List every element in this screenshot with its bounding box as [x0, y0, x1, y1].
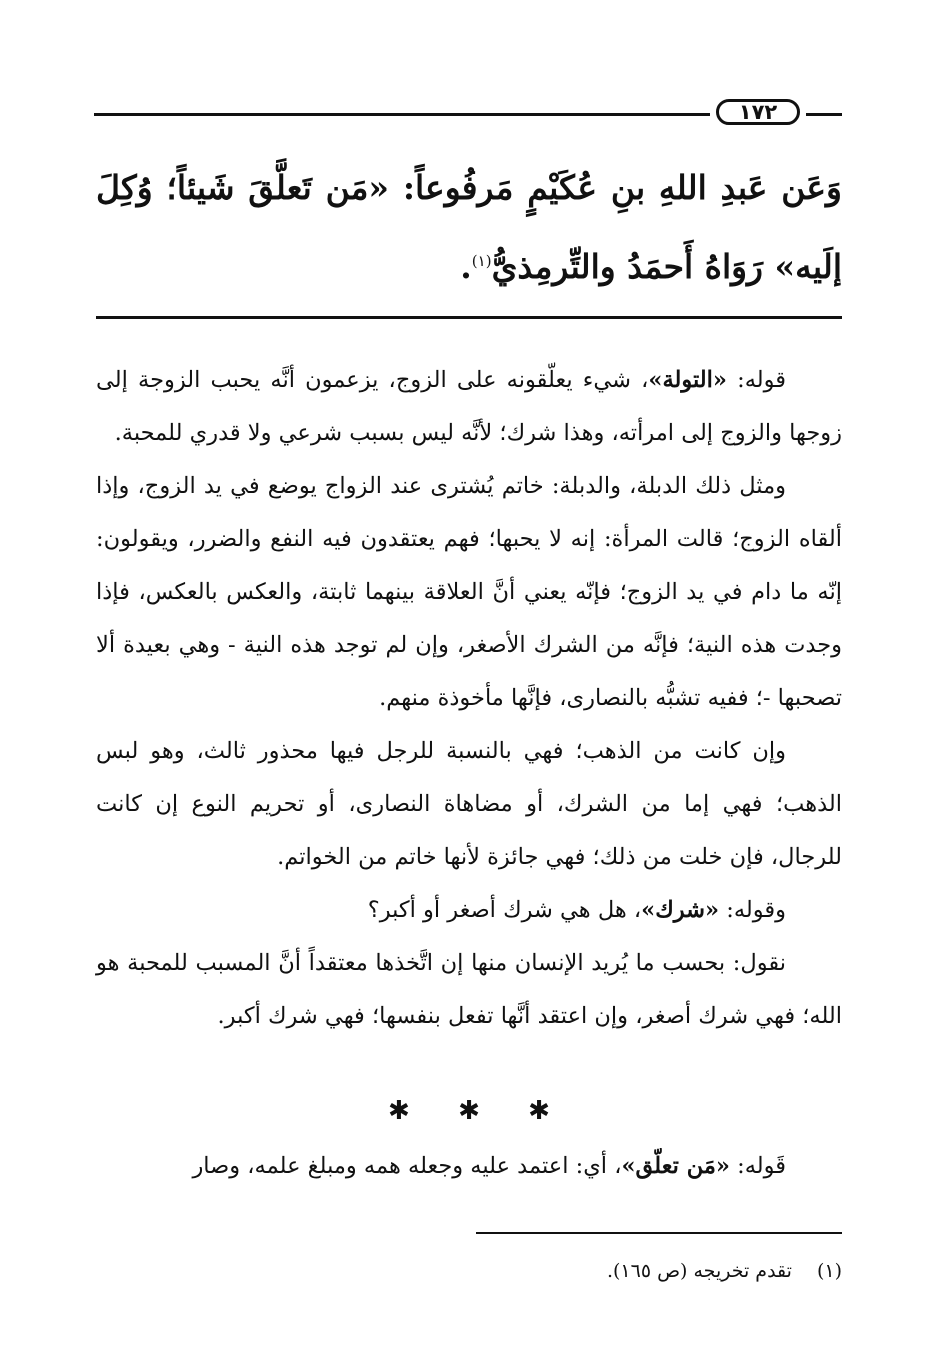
commentary-continued	[96, 1140, 842, 1193]
star-icon: ✱	[458, 1096, 480, 1126]
section-divider	[96, 316, 842, 319]
footnote-number: (١)	[816, 1260, 842, 1282]
hadith-quote: «مَن تَعلَّقَ شَيئاً؛ وُكِلَ إلَيه»	[96, 168, 842, 286]
page-number: ١٧٢	[716, 99, 800, 125]
paragraph-lead: وقوله:	[726, 897, 786, 923]
term-shirk: «شرك»	[641, 897, 720, 923]
term-man-taallaq: «مَن تعلّق»	[621, 1153, 730, 1179]
paragraph-body: نقول: بحسب ما يُريد الإنسان منها إن اتَّخذها معتقداً أنَّ المسبب للمحبة هو الله؛ فهي شرك أصغر، وإن اعتقد أنَّها تفعل بنفسها؛ فهي شرك أكبر.	[96, 950, 842, 1029]
term-tawla: «التولة»	[648, 367, 727, 393]
hadith-end: .	[460, 247, 472, 286]
header-rule-left	[94, 113, 710, 116]
paragraph-dibla	[96, 460, 842, 725]
footnote-marker: (١)	[471, 252, 492, 270]
paragraph-body: وإن كانت من الذهب؛ فهي بالنسبة للرجل فيها محذور ثالث، وهو لبس الذهب؛ فهي إما من الشرك، أو مضاهاة النصارى، أو تحريم النوع إن كانت للرجال، فإن خلت من ذلك؛ فهي جائزة لأنها خاتم من الخواتم.	[96, 738, 842, 870]
star-separator	[96, 1096, 842, 1126]
footnote	[96, 1256, 842, 1286]
paragraph-body: ، هل هي شرك أصغر أو أكبر؟	[367, 897, 642, 923]
star-icon: ✱	[528, 1096, 550, 1126]
paragraph-shirk-answer	[96, 937, 842, 1043]
paragraph-lead: قوله:	[737, 367, 787, 393]
footnote-text: تقدم تخريجه (ص ١٦٥).	[606, 1260, 792, 1282]
paragraph-man-taallaq	[96, 1140, 842, 1193]
header-rule-right	[806, 113, 842, 116]
commentary	[96, 354, 842, 1043]
star-icon: ✱	[388, 1096, 410, 1126]
paragraph-shirk-question	[96, 884, 842, 937]
paragraph-gold	[96, 725, 842, 884]
page-header	[94, 96, 842, 132]
paragraph-tawla	[96, 354, 842, 460]
hadith-text	[96, 148, 842, 306]
paragraph-lead: قَوله:	[737, 1153, 786, 1179]
hadith-narrators: رَوَاهُ أَحمَدُ والتِّرمِذيُّ	[491, 247, 763, 286]
hadith-intro: وَعَن عَبدِ اللهِ بنِ عُكَيْمٍ مَرفُوعاً:	[402, 168, 842, 207]
paragraph-body: ومثل ذلك الدبلة، والدبلة: خاتم يُشترى عند الزواج يوضع في يد الزوج، وإذا ألقاه الزوج؛ قالت المرأة: إنه لا يحبها؛ فهم يعتقدون فيه النفع والضرر، ويقولون: إنّه ما دام في يد الزوج؛ فإنّه يعني أنَّ العلاقة بينهما ثابتة، والعكس بالعكس، فإذا وجدت هذه النية؛ فإنَّه من الشرك الأصغر، وإن لم توجد هذه النية - وهي بعيدة ألا تصحبها -؛ ففيه تشبُّه بالنصارى، فإنَّها مأخوذة منهم.	[96, 473, 842, 711]
paragraph-body: ، شيء يعلّقونه على الزوج، يزعمون أنَّه يحبب الزوجة إلى زوجها والزوج إلى امرأته، وهذا شرك؛ لأنَّه ليس بسبب شرعي ولا قدري للمحبة.	[96, 367, 842, 446]
footnote-rule	[476, 1232, 842, 1234]
paragraph-body: ، أي: اعتمد عليه وجعله همه ومبلغ علمه، وصار	[192, 1153, 622, 1179]
